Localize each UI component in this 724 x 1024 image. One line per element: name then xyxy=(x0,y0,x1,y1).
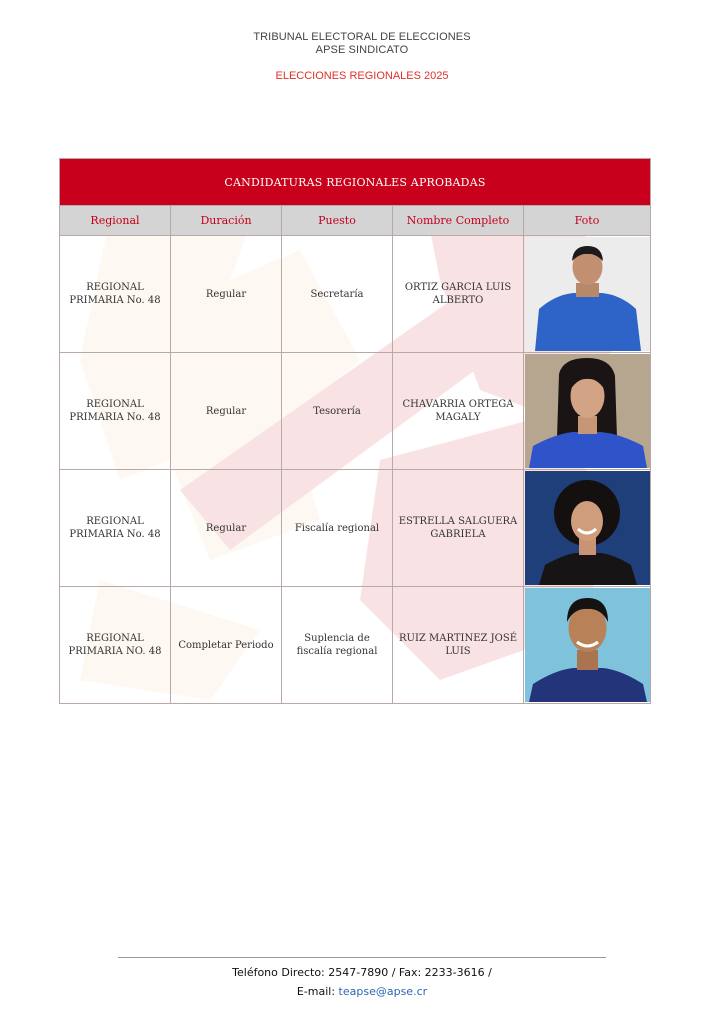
footer-email-line xyxy=(0,984,724,1000)
cell-regional: REGIONAL PRIMARIA NO. 48 xyxy=(60,587,171,704)
cell-regional: REGIONAL PRIMARIA No. 48 xyxy=(60,236,171,353)
column-header-nombre: Nombre Completo xyxy=(393,206,524,236)
column-header-foto: Foto xyxy=(524,206,651,236)
footer-email-label: E-mail: xyxy=(296,985,339,998)
cell-regional: REGIONAL PRIMARIA No. 48 xyxy=(60,353,171,470)
table-row xyxy=(60,353,651,470)
header-sindicato: APSE SINDICATO xyxy=(315,44,409,56)
column-header-puesto: Puesto xyxy=(282,206,393,236)
table-header-row xyxy=(60,206,651,236)
cell-duracion: Completar Periodo xyxy=(171,587,282,704)
cell-puesto: Secretaría xyxy=(282,236,393,353)
cell-puesto: Tesorería xyxy=(282,353,393,470)
header-subtitle: ELECCIONES REGIONALES 2025 xyxy=(275,70,449,82)
cell-foto xyxy=(524,470,651,587)
cell-nombre: RUIZ MARTINEZ JOSÉ LUIS xyxy=(393,587,524,704)
cell-foto xyxy=(524,236,651,353)
cell-duracion: Regular xyxy=(171,236,282,353)
cell-foto xyxy=(524,587,651,704)
cell-duracion: Regular xyxy=(171,470,282,587)
footer-divider xyxy=(118,957,606,958)
cell-puesto: Suplencia de fiscalía regional xyxy=(282,587,393,704)
table-title: CANDIDATURAS REGIONALES APROBADAS xyxy=(60,159,651,206)
cell-puesto: Fiscalía regional xyxy=(282,470,393,587)
candidate-photo xyxy=(525,354,650,468)
table-title-row xyxy=(60,159,651,206)
table-row xyxy=(60,236,651,353)
column-header-regional: Regional xyxy=(60,206,171,236)
column-header-duracion: Duración xyxy=(171,206,282,236)
cell-nombre: ORTIZ GARCIA LUIS ALBERTO xyxy=(393,236,524,353)
cell-foto xyxy=(524,353,651,470)
candidatures-table xyxy=(59,158,651,704)
footer-phone: Teléfono Directo: 2547-7890 / Fax: 2233-3616 / xyxy=(232,966,492,979)
cell-duracion: Regular xyxy=(171,353,282,470)
footer-email-link[interactable]: teapse@apse.cr xyxy=(338,985,428,998)
candidate-photo xyxy=(525,237,650,351)
candidate-photo xyxy=(525,588,650,702)
document-header xyxy=(0,31,724,82)
table-row xyxy=(60,470,651,587)
table-row xyxy=(60,587,651,704)
cell-nombre: CHAVARRIA ORTEGA MAGALY xyxy=(393,353,524,470)
candidate-photo xyxy=(525,471,650,585)
document-footer xyxy=(0,957,724,1000)
cell-nombre: ESTRELLA SALGUERA GABRIELA xyxy=(393,470,524,587)
cell-regional: REGIONAL PRIMARIA No. 48 xyxy=(60,470,171,587)
header-tribunal: TRIBUNAL ELECTORAL DE ELECCIONES xyxy=(253,31,471,43)
